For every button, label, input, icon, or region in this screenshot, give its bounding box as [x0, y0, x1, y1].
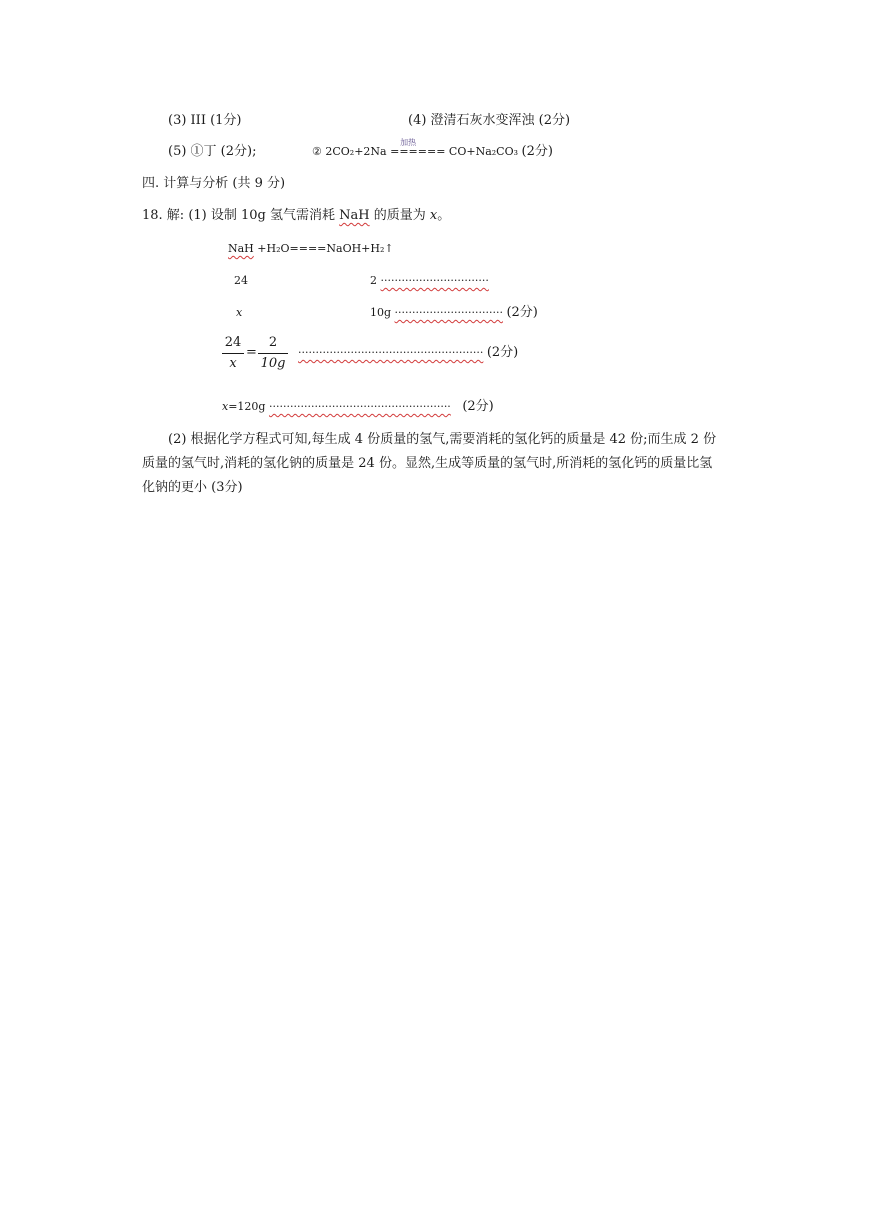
q18-fraction-equals: =	[246, 345, 257, 360]
q18-fraction-right-den: 10g	[260, 356, 286, 371]
equation-reactants: ② 2CO₂+2Na	[312, 145, 387, 158]
q18-row1-right	[370, 272, 489, 290]
q18-row2-value: 10g	[370, 306, 392, 319]
q18-intro-var: x	[429, 208, 438, 223]
q18-fraction-right-num: 2	[268, 335, 278, 350]
q18-row1-dots: ·······························	[380, 274, 489, 287]
q18-row2-right	[370, 304, 538, 322]
answer-5-equation	[312, 138, 553, 161]
equation-condition: 加热	[400, 138, 417, 147]
q18-fraction-left	[222, 334, 244, 373]
q18-row3	[298, 344, 518, 362]
equation-score: (2分)	[521, 144, 553, 159]
q18-fraction-left-den: x	[229, 356, 237, 371]
q18-result	[222, 398, 494, 416]
q18-row2-left: x	[236, 306, 243, 319]
q18-row3-dots: ·····················································	[298, 346, 484, 359]
q18-equation	[228, 240, 394, 258]
q18-row2-dots: ·······························	[394, 306, 503, 319]
section-title: 四. 计算与分析 (共 9 分)	[142, 176, 286, 191]
q18-row4-dots: ····················································	[268, 400, 451, 413]
q18-row3-score: (2分)	[486, 345, 519, 360]
q18-fraction-left-num: 24	[224, 335, 242, 350]
q18-fraction-right	[258, 334, 288, 373]
equation-arrow	[390, 138, 446, 161]
q18-result-value: =120g	[228, 400, 266, 413]
q18-intro	[142, 207, 450, 225]
q18-row1-value: 2	[370, 274, 377, 287]
answer-3: (3) III (1分)	[168, 113, 242, 128]
q18-row4-score: (2分)	[462, 399, 494, 414]
q18-intro-nah: NaH	[339, 208, 370, 223]
q18-fraction-right-bar	[258, 353, 288, 354]
equation-equals: ======	[390, 145, 446, 158]
q18-result-var: x	[222, 400, 229, 413]
q18-part2: (2) 根据化学方程式可知,每生成 4 份质量的氢气,需要消耗的氢化钙的质量是 42 份;而生成 2 份质量的氢气时,消耗的氢化钠的质量是 24 份。显然,生成等质量的氢气时,所消耗的氢化钙的质量比氢化钠的更小 (3分)	[142, 432, 717, 495]
q18-intro-suffix: 的质量为	[373, 208, 426, 223]
q18-equation-rest: +H₂O====NaOH+H₂↑	[257, 242, 394, 255]
q18-intro-prefix: 18. 解: (1) 设制 10g 氢气需消耗	[142, 208, 335, 223]
q18-fraction-left-bar	[222, 353, 244, 354]
q18-intro-end: 。	[437, 208, 451, 223]
equation-products: CO+Na₂CO₃	[448, 145, 519, 158]
q18-row1-left: 24	[234, 274, 248, 287]
q18-equation-nah: NaH	[228, 242, 254, 255]
q18-row2-score: (2分)	[506, 305, 538, 320]
answer-5-part1: (5) ①丁 (2分);	[168, 144, 257, 159]
answer-4: (4) 澄清石灰水变浑浊 (2分)	[408, 113, 571, 128]
